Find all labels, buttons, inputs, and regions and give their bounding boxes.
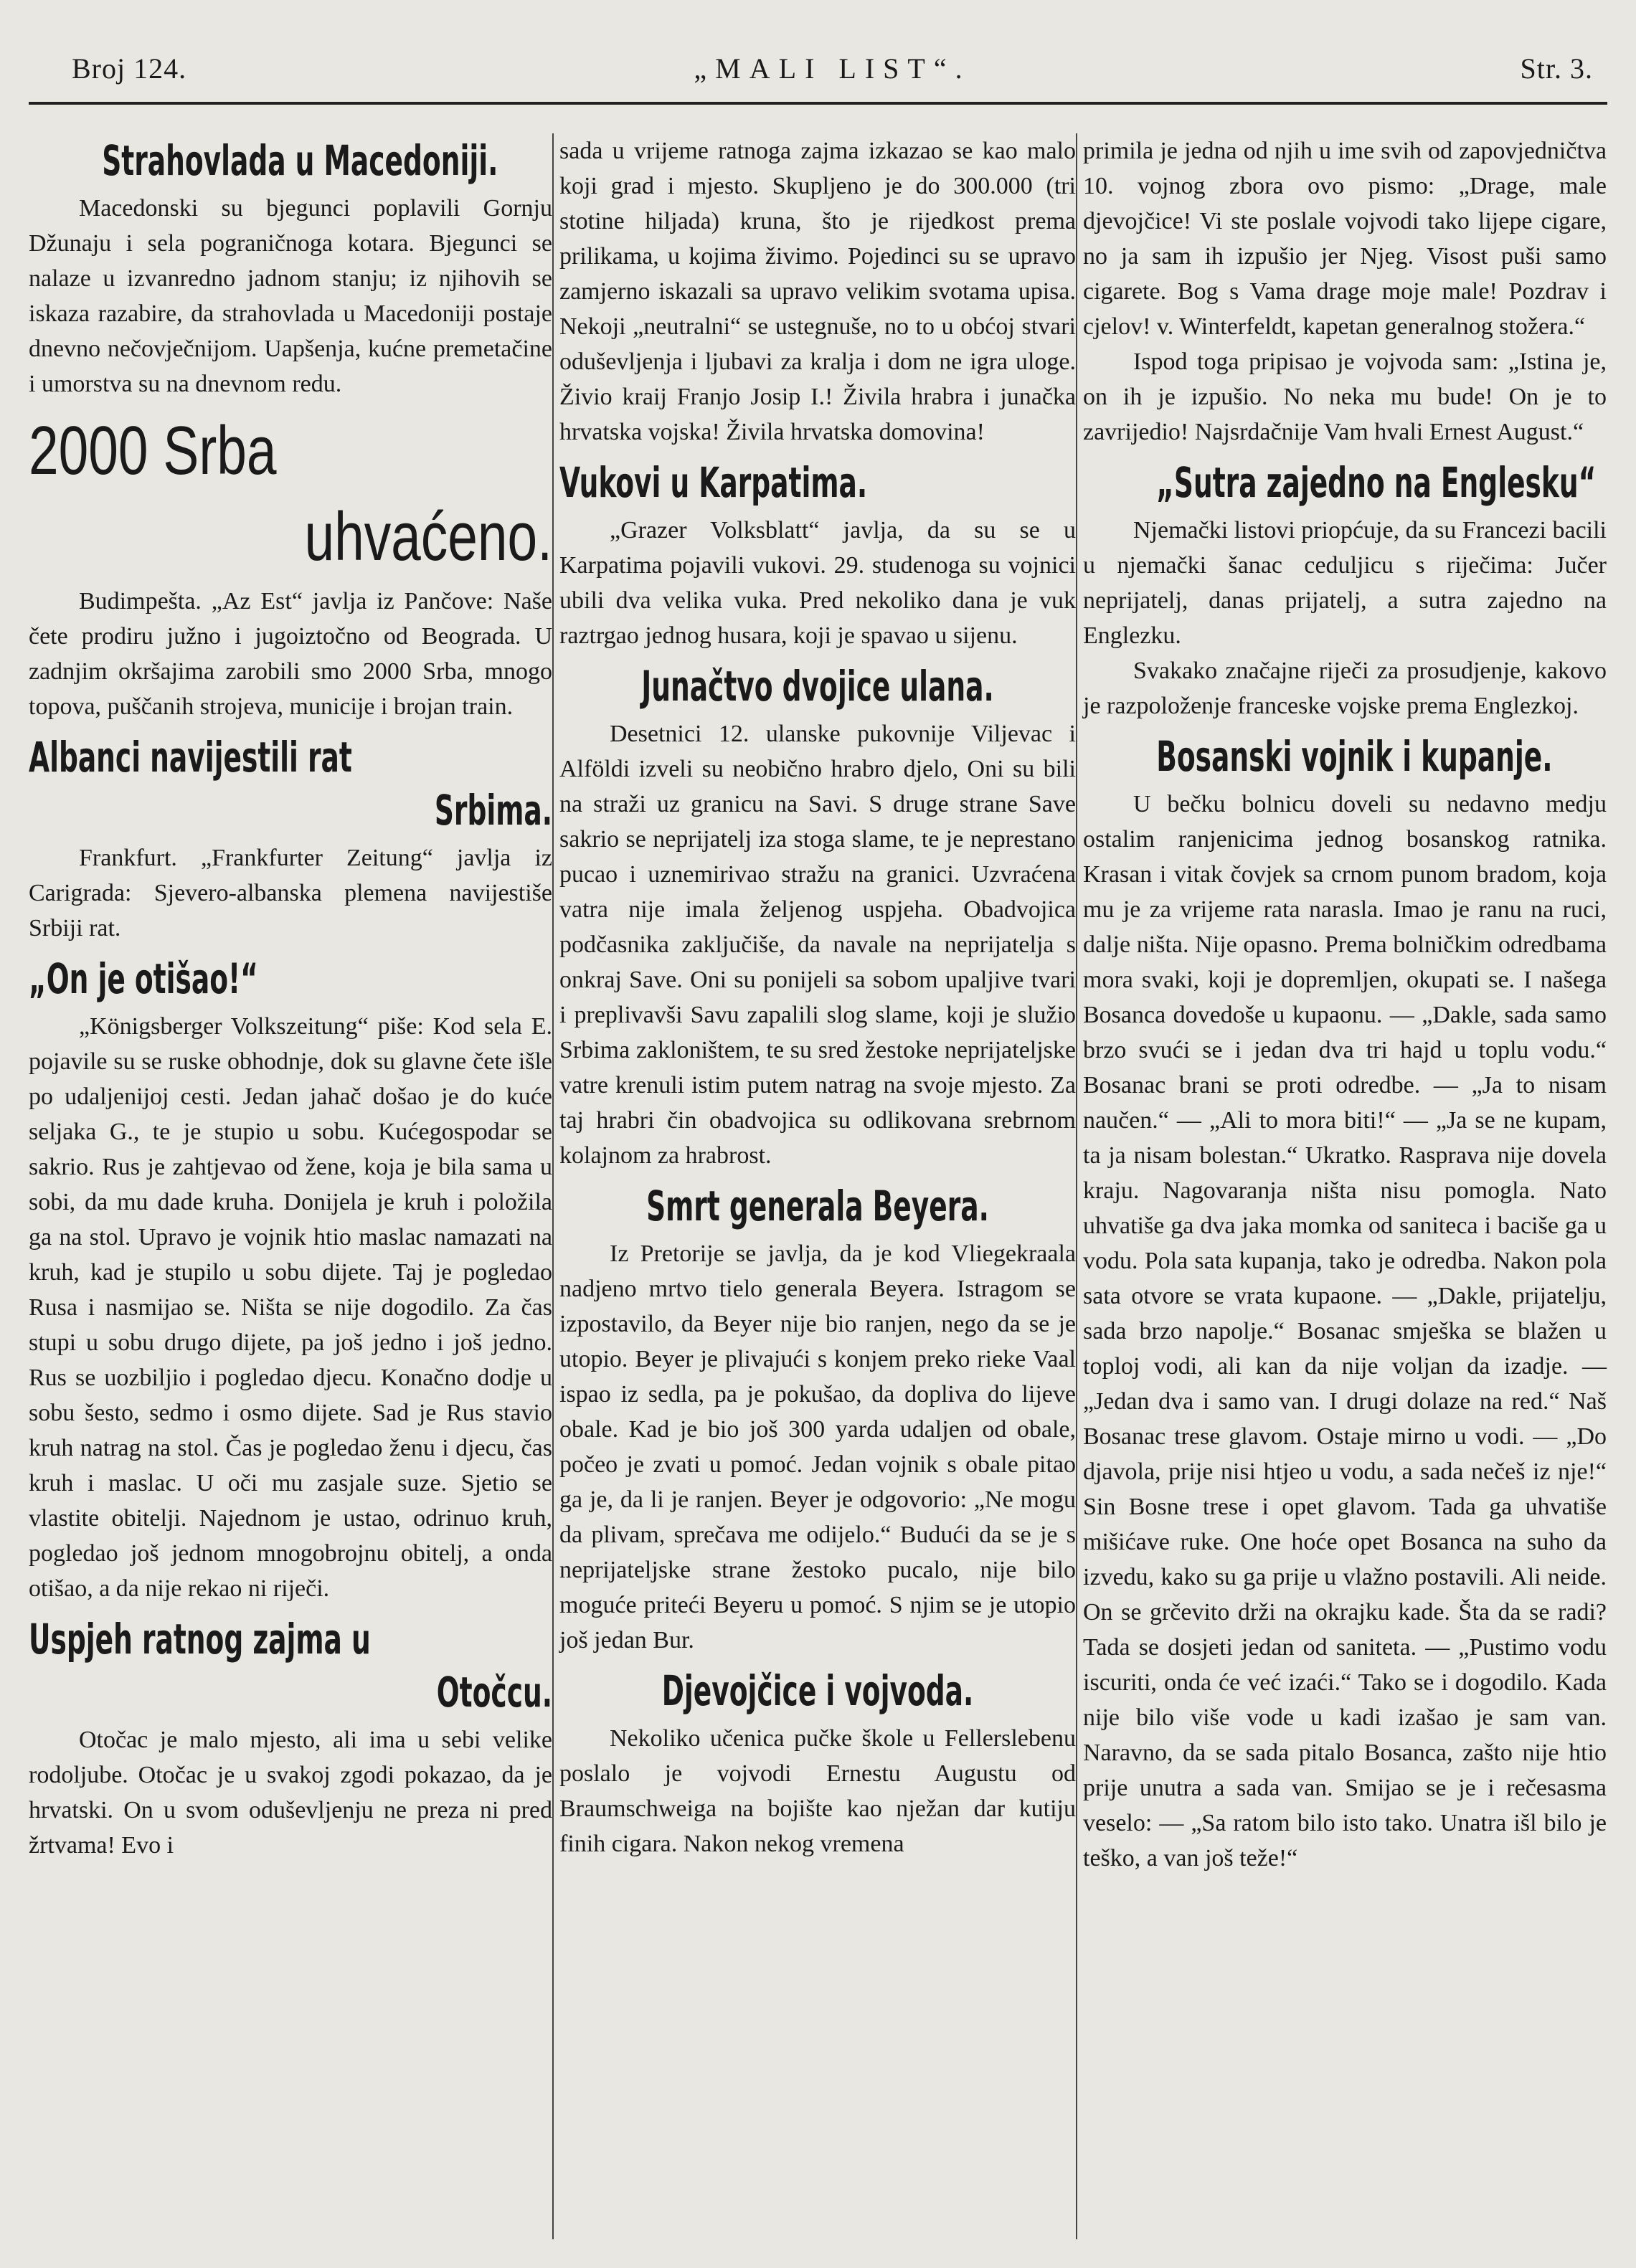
article-2000-srba	[29, 412, 552, 724]
article-text: Ispod toga pripisao je vojvoda sam: „Istina je, on ih je izpušio. No neka mu bude! On je to zavrijedio! Najsrdačnije Vam hvali Ernest August.“	[1083, 348, 1607, 445]
article-title-line-2: Srbima.	[434, 786, 552, 835]
article-text: Frankfurt. „Frankfurter Zeitung“ javlja iz Carigrada: Sjevero-albanska plemena navijestiše Srbiji rat.	[29, 845, 552, 941]
article-text: Nekoliko učenica pučke škole u Fellerslebenu poslalo je vojvodi Ernestu Augustu od Braumschweiga na bojište kao nježan dar kutiju finih cigara. Nakon nekog vremena	[559, 1725, 1076, 1857]
column-1	[29, 133, 552, 2239]
article-junactvo-ulana	[559, 663, 1076, 1173]
column-divider-2	[1076, 133, 1077, 2239]
article-strahovlada	[29, 138, 552, 402]
article-title: „On je otišao!“	[29, 954, 258, 1003]
newspaper-title: „MALI LIST“.	[694, 52, 971, 85]
article-sutra-na-englesku	[1083, 460, 1607, 723]
issue-number: Broj 124.	[72, 52, 187, 85]
article-text: Iz Pretorije se javlja, da je kod Vliegekraala nadjeno mrtvo tielo generala Beyera. Istragom se izpostavilo, da Beyer nije bio ranjen, nego da se je utopio. Beyer je plivajući s konjem preko rieke Vaal ispao iz sedla, pa je pokušao, da dopliva do lijeve obale. Kad je bio još 300 yarda udaljen od obale, počeo je zvati u pomoć. Jedan vojnik s obale pitao ga je, da li je ranjen. Beyer je odgovorio: „Ne mogu da plivam, sprečava me odijelo.“ Budući da se je s neprijateljske strane žestoko pucalo, nije bilo moguće priteći Beyeru u pomoć. S njim se je utopio još jedan Bur.	[559, 1240, 1076, 1653]
article-title-line-1: Albanci navijestili rat	[29, 733, 352, 782]
article-title-line-1: Uspjeh ratnog zajma u	[29, 1615, 371, 1664]
article-text: Macedonski su bjegunci poplavili Gornju Džunaju i sela pograničnoga kotara. Bjegunci se nalaze u izvanredno jadnom stanju; iz njihovih se iskaza razabire, da strahovlada u Macedoniji postaje dnevno nečovječnijom. Uapšenja, kućne premetačine i umorstva su na dnevnom redu.	[29, 195, 552, 397]
article-smrt-beyera	[559, 1183, 1076, 1658]
article-text: sada u vrijeme ratnoga zajma izkazao se kao malo koji grad i mjesto. Skupljeno je do 300.000 (tri stotine hiljada) kruna, što je rijedkost prema prilikama, u kojima živimo. Pojedinci su se upravo zamjerno iskazali sa upravo velikim svotama upisa. Nekoji „neutralni“ se ustegnuše, no to u obćoj stvari oduševljenja i ljubavi za kralja i dom ne igra uloge. Živio kraij Franjo Josip I.! Živila hrabra i junačka hrvatska vojska! Živila hrvatska domovina!	[559, 138, 1076, 445]
article-title: Junačtvo dvojice ulana.	[641, 662, 994, 711]
column-3	[1083, 133, 1607, 2239]
article-text: „Königsberger Volkszeitung“ piše: Kod sela E. pojavile su se ruske obhodnje, dok su glavne čete išle po udaljenijoj cesti. Jedan jahač došao je do kuće seljaka G., te je stupio u sobu. Kućegospodar se sakrio. Rus je zahtjevao od žene, koja je bila sama u sobi, da mu dade kruha. Donijela je kruh i položila ga na stol. Upravo je vojnik htio maslac namazati na kruh, kad je stupilo u sobu dijete. Taj je pogledao Rusa i nasmijao se. Ništa se nije dogodilo. Za čas stupi u sobu drugo dijete, pa još jedno i još jedno. Rus se uozbiljio i pogledao djecu. Konačno dodje u sobu šesto, sedmo i osmo dijete. Sad je Rus stavio kruh natrag na stol. Čas je pogledao ženu i djecu, čas kruh i maslac. U oči mu zasjale suze. Sjetio se vlastite obitelji. Najednom je ustao, odrinuo kruh, pogledao još jednom mnogobrojnu obitelj, a onda otišao, a da nije rekao ni riječi.	[29, 1013, 552, 1602]
article-title-line-1: 2000 Srba	[29, 412, 277, 489]
article-vukovi	[559, 460, 1076, 653]
article-bosanski-vojnik	[1083, 734, 1607, 1876]
article-title: Bosanski vojnik i kupanje.	[1156, 732, 1553, 781]
article-on-je-otisao	[29, 956, 552, 1606]
article-text: Otočac je malo mjesto, ali ima u sebi velike rodoljube. Otočac je u svakoj zgodi pokazao, da je hrvatski. On u svom oduševljenju ne preza ni pred žrtvama! Evo i	[29, 1727, 552, 1859]
article-text: Desetnici 12. ulanske pukovnije Viljevac i Alföldi izveli su neobično hrabro djelo, Oni su bili na straži uz granicu na Savi. S druge strane Save sakrio se neprijatelj iza stoga slame, te je neprestano pucao i uznemirivao stražu na granici. Uzvraćena vatra nije imala željenog uspjeha. Obadvojica podčasnika zaključiše, da navale na neprijatelja s onkraj Save. Oni su ponijeli sa sobom upaljive tvari i preplivavši Savu zapalili slog slame, koji je služio Srbima zakloništem, te su sred žestoke neprijateljske vatre krenuli istim putem natrag na svoje mjesto. Za taj hrabri čin obadvojica su odlikovana srebrnom kolajnom za hrabrost.	[559, 721, 1076, 1169]
article-text: primila je jedna od njih u ime svih od zapovjedničtva 10. vojnog zbora ovo pismo: „Drage, male djevojčice! Vi ste poslale vojvodi tako lijepe cigare, no ja sam ih izpušio jer Njeg. Visost puši samo cigarete. Bog s Vama drage moje male! Pozdrav i cjelov! v. Winterfeldt, kapetan generalnog stožera.“	[1083, 138, 1607, 340]
article-title: Smrt generala Beyera.	[646, 1182, 989, 1230]
article-text: U bečku bolnicu doveli su nedavno medju ostalim ranjenicima jednog bosanskog ratnika. Krasan i vitak čovjek sa crnom punom bradom, koja mu je za vrijeme rata narasla. Imao je ranu na ruci, dalje ništa. Nije opasno. Prema bolničkim odredbama mora svaki, koji je dopremljen, okupati se. I našega Bosanca dovedoše u kupaonu. — „Dakle, sada samo brzo svući se i jedan dva tri hajd u toplu vodu.“ Bosanac brani se proti odredbe. — „Ja to nisam naučen.“ — „Ali to mora biti!“ — „Ja se ne kupam, ta ja nisam bolestan.“ Ukratko. Rasprava nije dovela kraju. Nagovaranja ništa nisu pomogla. Nato uhvatiše ga dva jaka momka od saniteca i baciše ga u vodu. Pola sata kupanja, tako je odredba. Nakon pola sata otvore se vrata kupaone. — „Dakle, prijatelju, sada brzo napolje.“ Bosanac smješka se blažen u toploj vodi, ali kan da nije voljan da izadje. — „Jedan dva i samo van. I drugi dolaze na red.“ Naš Bosanac trese glavom. Ostaje mirno u vodi. — „Do djavola, prije nisi htjeo u vodu, a sada nečeš iz nje!“ Sin Bosne trese i opet glavom. Tada ga uhvatiše mišićave ruke. One hoće opet Bosanca na suho da izvedu, kako su ga prije u vlažno postavili. Ali neide. On se grčevito drži na okrajku kade. Šta da se radi? Tada se dosjeti jedan od saniteta. — „Pustimo vodu iscuriti, onda će već izaći.“ Tako se i dogodilo. Kada nije bilo više vode u kadi izašao je sam van. Naravno, da se sada pitalo Bosanca, zašto nije htio prije unutra a sada van. Smijao se je i rečesasma veselo: — „Sa ratom bilo isto tako. Unatra išl bilo je teško, a van još teže!“	[1083, 791, 1607, 1871]
column-divider-1	[552, 133, 554, 2239]
article-albanci	[29, 734, 552, 946]
article-djevojcice-continued	[1083, 133, 1607, 450]
header-rule	[29, 102, 1607, 105]
page-number: Str. 3.	[1520, 52, 1593, 85]
article-text: Budimpešta. „Az Est“ javlja iz Pančove: Naše čete prodiru južno i jugoiztočno od Beograda. U zadnjim okršajima zarobili smo 2000 Srba, mnogo topova, puščanih strojeva, municije i brojan train.	[29, 588, 552, 720]
article-text: „Grazer Volksblatt“ javlja, da su se u Karpatima pojavili vukovi. 29. studenoga su vojnici ubili dva velika vuka. Pred nekoliko dana je vuk raztrgao jednog husara, koji je spavao u sijenu.	[559, 517, 1076, 649]
article-djevojcice	[559, 1668, 1076, 1861]
article-text: Svakako značajne riječi za prosudjenje, kakovo je razpoloženje franceske vojske prema Englezkoj.	[1083, 658, 1607, 719]
article-title-line-2: Otočcu.	[436, 1668, 552, 1717]
article-ratni-zajam-otocac	[29, 1616, 552, 1863]
column-2	[559, 133, 1076, 2239]
article-title: Strahovlada u Macedoniji.	[102, 136, 498, 185]
article-text: Njemački listovi priopćuje, da su Francezi bacili u njemački šanac ceduljicu s riječima: Jučer neprijatelj, danas prijatelj, a sutra zajedno na Englezku.	[1083, 517, 1607, 649]
article-ratni-zajam-continued	[559, 133, 1076, 450]
article-title: Vukovi u Karpatima.	[559, 458, 868, 507]
page-header	[72, 52, 1593, 102]
article-title-line-2: uhvaćeno.	[304, 498, 552, 575]
article-title: „Sutra zajedno na Englesku“	[1156, 458, 1597, 507]
article-title: Djevojčice i vojvoda.	[661, 1666, 974, 1715]
